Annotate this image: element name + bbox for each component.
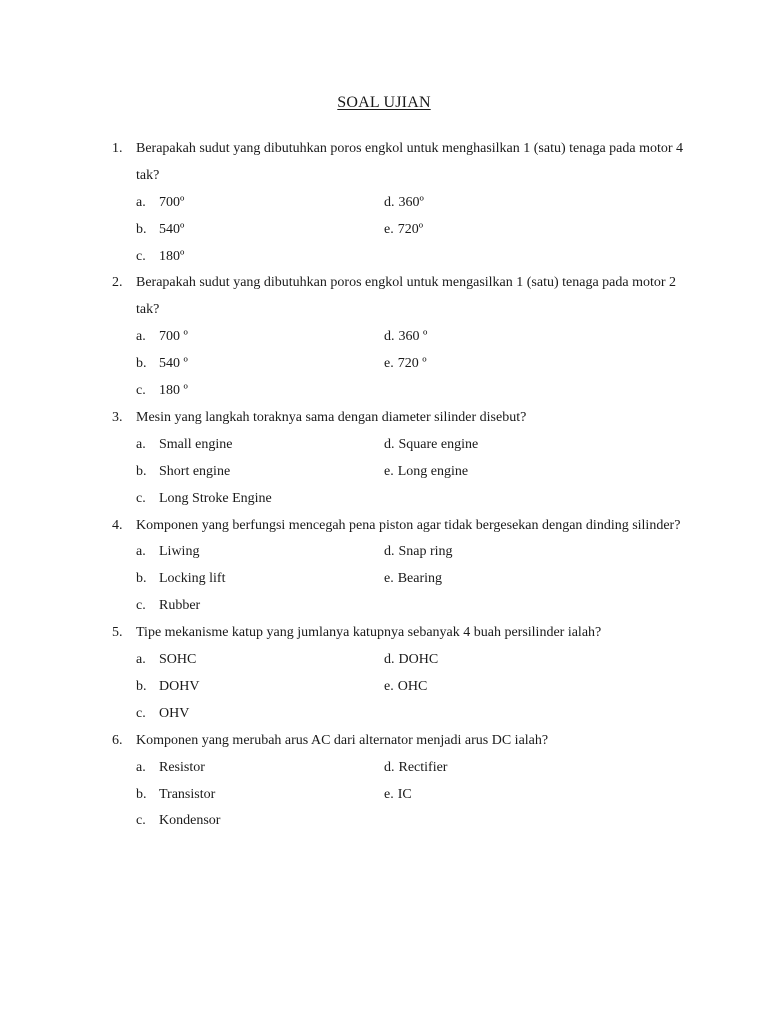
question-text: Komponen yang berfungsi mencegah pena piston agar tidak bergesekan dengan dinding silinder?: [136, 517, 681, 533]
option-b: b. DOHV: [136, 678, 200, 694]
question-list: [112, 136, 692, 835]
option-c: c. Kondensor: [136, 813, 221, 829]
option-c: c. Long Stroke Engine: [136, 490, 272, 506]
question-number: 1.: [112, 141, 123, 156]
option-b: b. 540º: [136, 221, 185, 237]
question-6: [112, 728, 692, 836]
option-e: e. Bearing: [384, 571, 443, 587]
option-e: e. IC: [384, 786, 412, 802]
option-c: c. Rubber: [136, 598, 201, 614]
option-d: d. 360º: [384, 194, 424, 210]
question-number: 5.: [112, 625, 123, 641]
question-4: [112, 513, 692, 621]
option-a: a. Resistor: [136, 759, 205, 775]
question-5: [112, 620, 692, 728]
page-title: SOAL UJIAN: [337, 94, 431, 111]
option-a: a. Small engine: [136, 436, 233, 452]
question-1: [112, 136, 692, 270]
option-d: d. Rectifier: [384, 759, 448, 775]
question-text: Berapakah sudut yang dibutuhkan poros engkol untuk menghasilkan 1 (satu) tenaga pada motor 4 tak?: [136, 141, 684, 183]
question-2: [112, 270, 692, 404]
question-text: Komponen yang merubah arus AC dari alternator menjadi arus DC ialah?: [136, 732, 549, 748]
option-d: d. Square engine: [384, 436, 479, 452]
option-b: b. Transistor: [136, 786, 216, 802]
option-a: a. 700º: [136, 194, 185, 210]
option-a: a. SOHC: [136, 652, 197, 668]
option-list: [112, 539, 692, 620]
option-list: [112, 432, 692, 513]
question-number: 2.: [112, 275, 123, 291]
option-list: [112, 324, 692, 405]
option-list: [112, 755, 692, 836]
option-e: e. 720º: [384, 221, 424, 237]
question-3: [112, 405, 692, 513]
option-c: c. 180 º: [136, 383, 188, 399]
option-e: e. 720 º: [384, 356, 427, 372]
question-number: 6.: [112, 732, 123, 748]
option-d: d. DOHC: [384, 652, 439, 668]
option-d: d. 360 º: [384, 329, 428, 345]
option-a: a. 700 º: [136, 329, 188, 345]
option-b: b. Short engine: [136, 463, 231, 479]
option-c: c. 180º: [136, 248, 185, 264]
option-b: b. Locking lift: [136, 571, 226, 587]
option-a: a. Liwing: [136, 544, 200, 560]
option-list: [112, 190, 692, 271]
question-text: Berapakah sudut yang dibutuhkan poros engkol untuk mengasilkan 1 (satu) tenaga pada motor 2 tak?: [136, 275, 677, 318]
option-b: b. 540 º: [136, 356, 188, 372]
option-list: [112, 647, 692, 728]
question-text: Tipe mekanisme katup yang jumlanya katupnya sebanyak 4 buah persilinder ialah?: [136, 625, 602, 641]
option-e: e. Long engine: [384, 463, 469, 479]
question-number: 3.: [112, 409, 123, 425]
option-c: c. OHV: [136, 705, 190, 721]
option-e: e. OHC: [384, 678, 428, 694]
question-text: Mesin yang langkah toraknya sama dengan diameter silinder disebut?: [136, 409, 527, 425]
option-d: d. Snap ring: [384, 544, 453, 560]
question-number: 4.: [112, 517, 123, 533]
